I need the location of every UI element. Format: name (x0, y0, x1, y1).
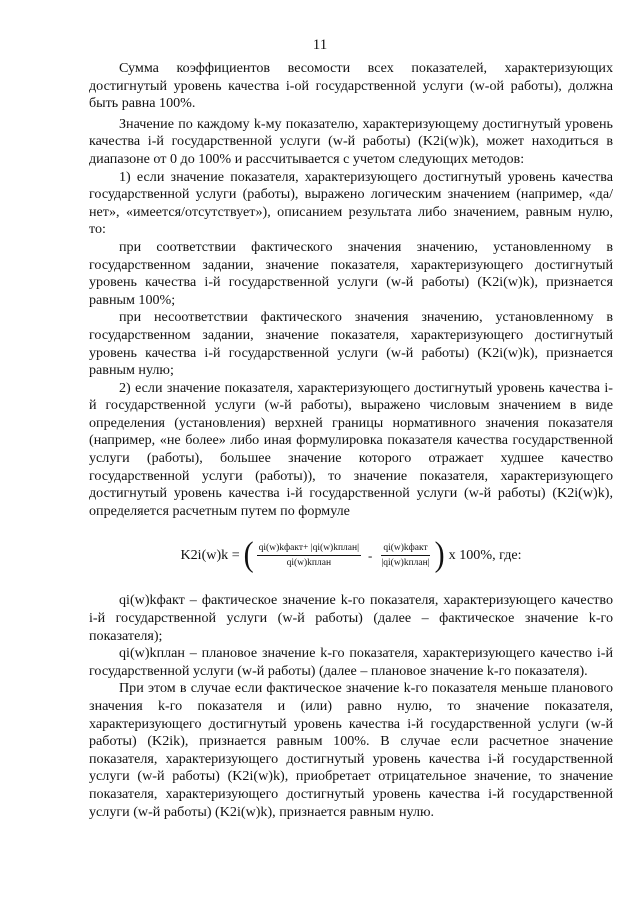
paragraph-method-2: 2) если значение показателя, характеризующего достигнутый уровень качества i-й государственной услуги (w-й работы), выражено числовым значением в виде определения (установления) верхней границы нормативного значения показателя (например, «не более» либо иная формулировка показателя качества государственной услуги (работы), большее значение которого отражает худшее качество государственной услуги (работы)), то значение показателя, характеризующего достигнутый уровень качества i-й государственной услуги (w-й работы) (K2i(w)k), определяется расчетным путем по формуле (89, 379, 613, 519)
fraction-2 (379, 542, 431, 569)
paragraph-indicator-value: Значение по каждому k-му показателю, характеризующему достигнутый уровень качества i-й государственной услуги (w-й работы) (K2i(w)k), может находиться в диапазоне от 0 до 100% и рассчитывается с учетом следующих методов: (89, 115, 613, 167)
formula (89, 528, 613, 582)
paragraph-fact-definition: qi(w)kфакт – фактическое значение k-го показателя, характеризующего качество i-й государственной услуги (w-й работы) (далее – фактическое значение k-го показателя); (89, 592, 613, 644)
minus-sign: - (368, 547, 373, 563)
paragraph-match-case: при соответствии фактического значения значению, установленному в государственном задании, значение показателя, характеризующего достигнутый уровень качества i-й государственной услуги (w-й работы) (K2i(w)k), признается равным 100%; (89, 238, 613, 308)
fraction-2-denominator: |qi(w)kплан| (381, 557, 430, 568)
paragraph-method-1: 1) если значение показателя, характеризующего достигнутый уровень качества государственной услуги (работы), выражено логическим значением (например, «да/нет», «имеется/отсутствует»), описанием результата либо значением, равным нулю, то: (89, 168, 613, 238)
paragraph-mismatch-case: при несоответствии фактического значения значению, установленному в государственном задании, значение показателя, характеризующего достигнутый уровень качества i-й государственной услуги (w-й работы) (K2i(w)k), признается равным нулю; (89, 309, 613, 379)
paragraph-plan-definition: qi(w)kплан – плановое значение k-го показателя, характеризующего качество i-й государственной услуги (w-й работы) (далее – плановое значение k-го показателя). (89, 645, 613, 679)
paragraph-special-cases: При этом в случае если фактическое значение k-го показателя меньше планового значения k-го показателя и (или) равно нулю, то значение показателя, характеризующего достигнутый уровень качества i-й государственной услуги (w-й работы) (K2ik), признается равным 100%. В случае если расчетное значение показателя, характеризующего достигнутый уровень качества i-й государственной услуги (w-й работы) (K2i(w)k), приобретает отрицательное значение, то значение показателя, характеризующего достигнутый уровень качества i-й государственной услуги (w-й работы) (K2i(w)k), признается равным нулю. (89, 680, 613, 820)
fraction-1 (257, 542, 361, 569)
formula-lhs: K2i(w)k = (180, 546, 240, 563)
paragraph-weights-sum: Сумма коэффициентов весомости всех показателей, характеризующих достигнутый уровень качества i-ой государственной услуги (w-ой работы), должна быть равна 100%. (89, 60, 613, 112)
fraction-2-numerator: qi(w)kфакт (381, 542, 429, 556)
right-paren: ) (434, 535, 445, 574)
document-body (89, 60, 613, 821)
left-paren: ( (243, 535, 254, 574)
page-number: 11 (312, 37, 328, 53)
fraction-1-numerator: qi(w)kфакт+ |qi(w)kплан| (257, 542, 361, 556)
formula-tail: x 100%, где: (448, 546, 522, 563)
fraction-1-denominator: qi(w)kплан (286, 557, 332, 568)
